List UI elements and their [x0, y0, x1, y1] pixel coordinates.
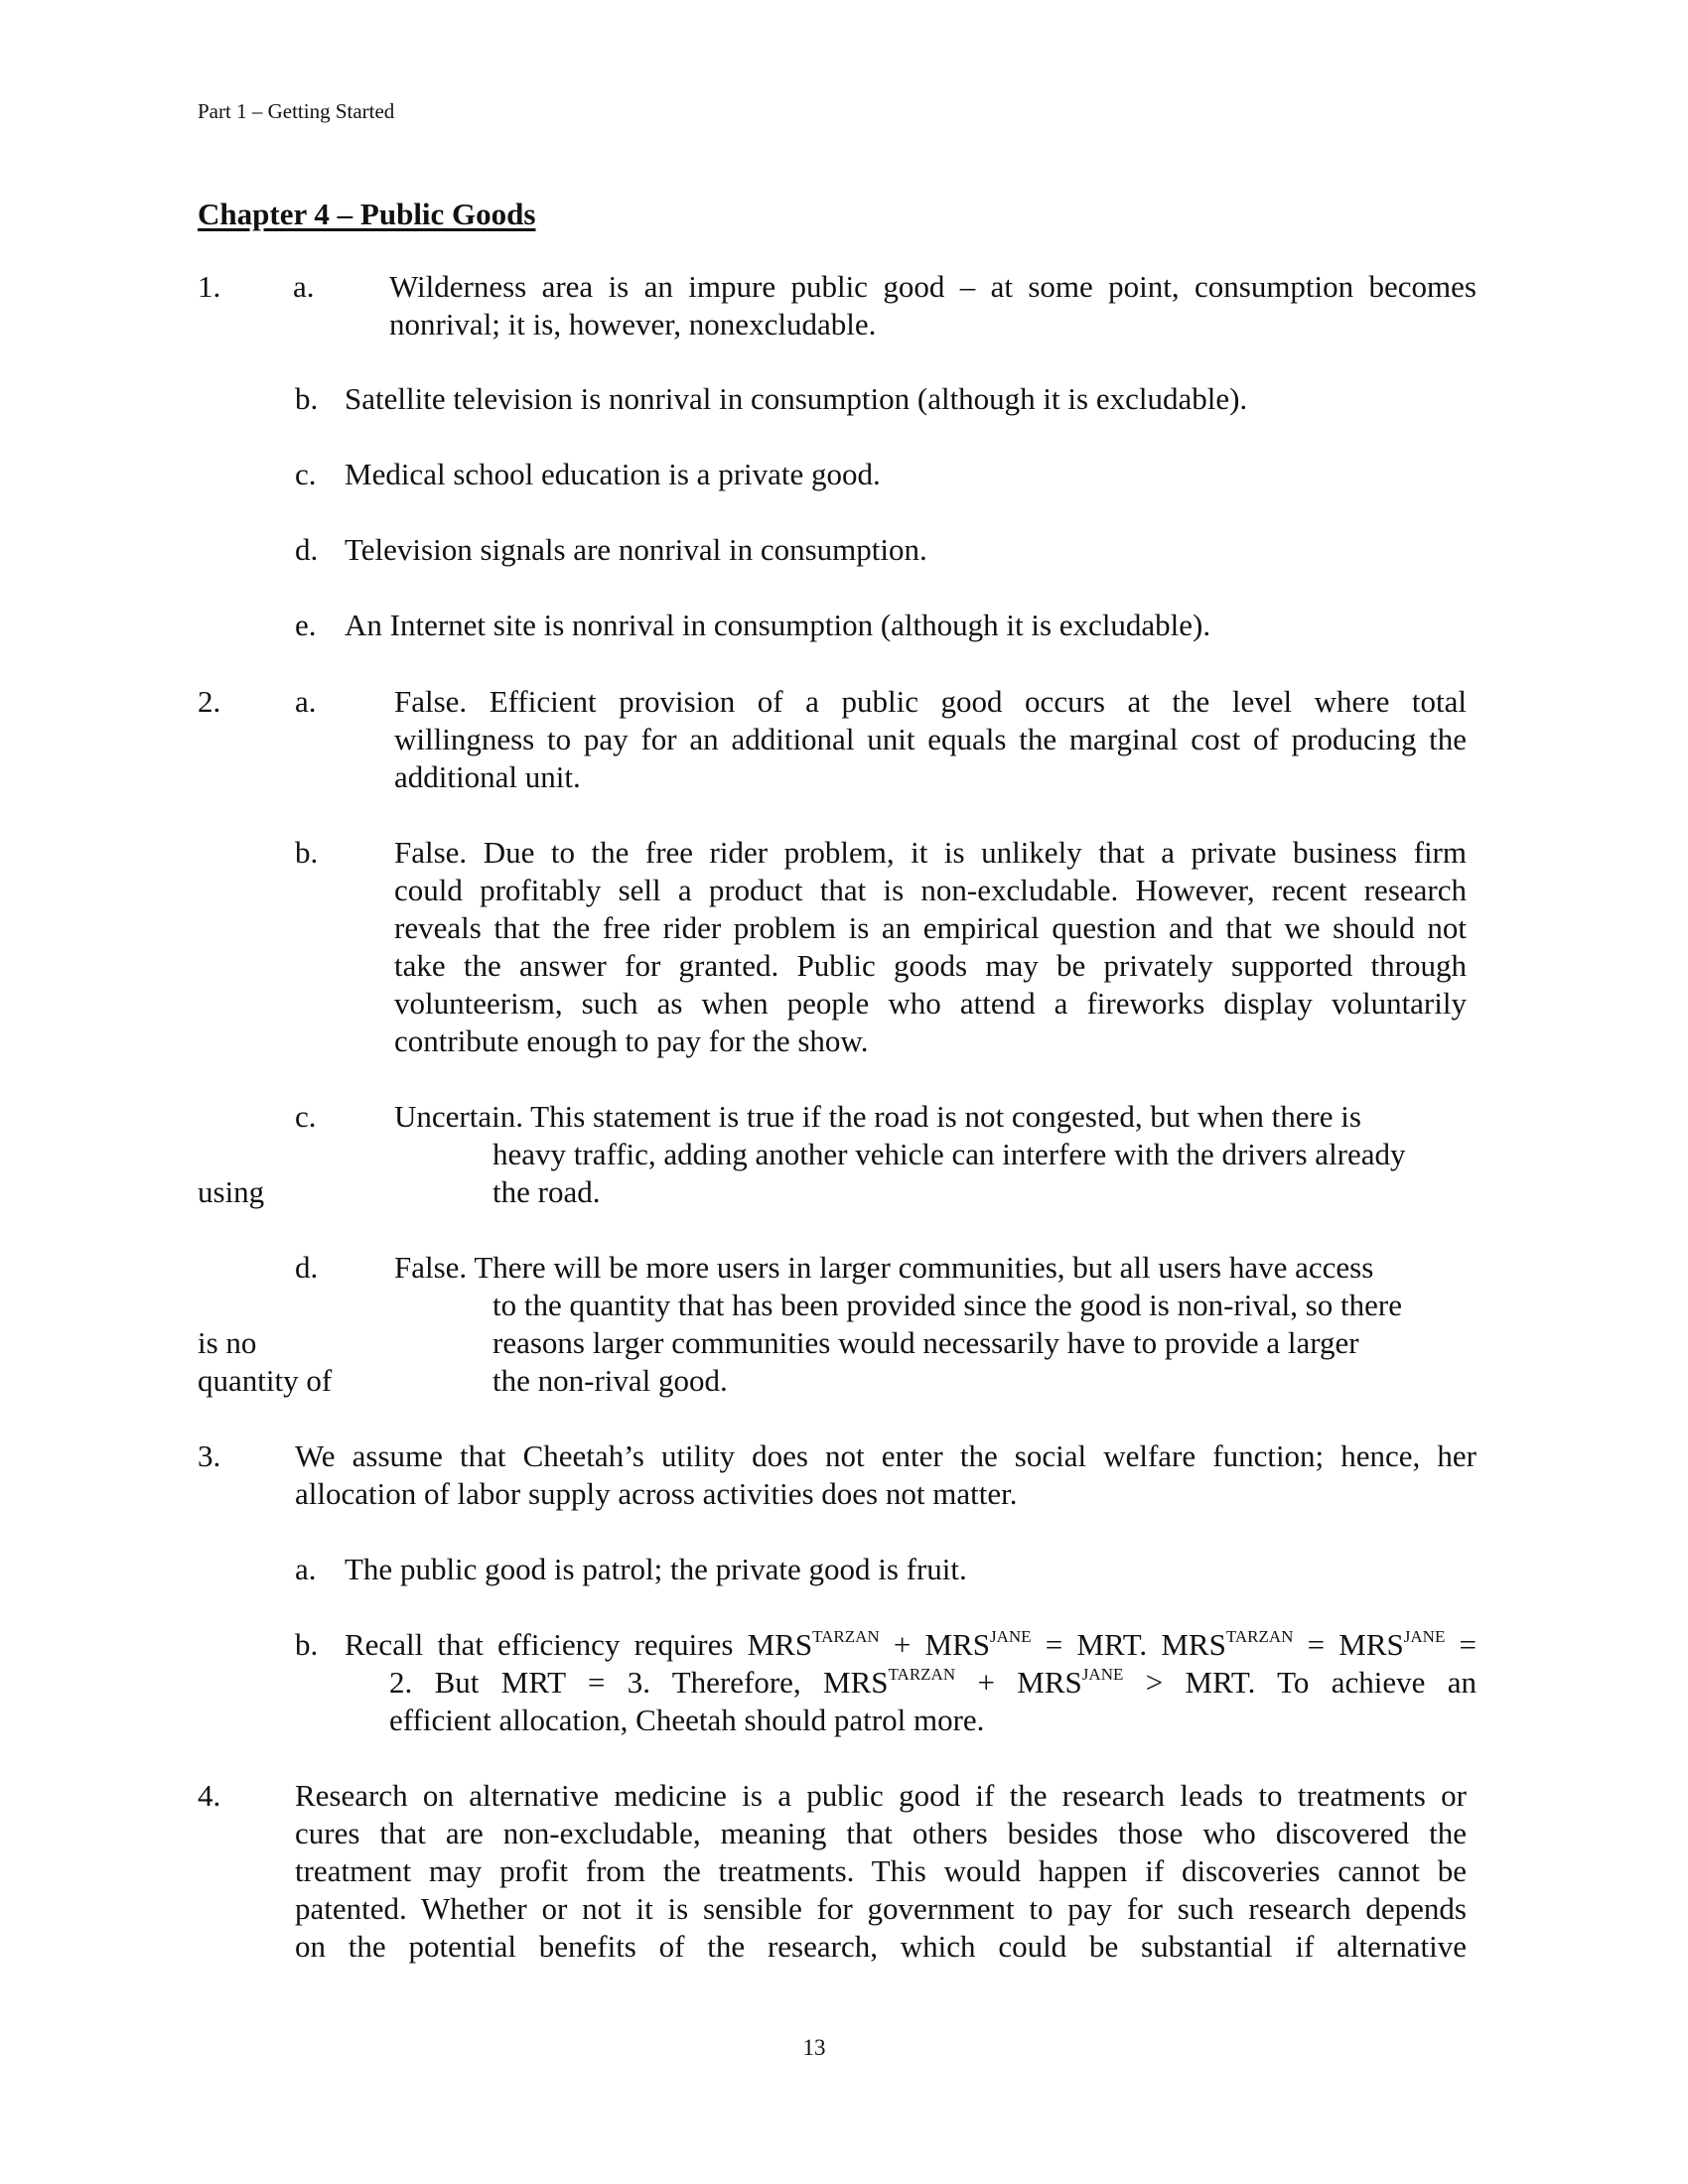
q2b-line: could profitably sell a product that is non-excludable. However, recent research	[394, 873, 1467, 907]
q4-answer	[295, 1777, 1467, 1966]
q3b-label: b.	[295, 1627, 319, 1662]
q2b-line: reveals that the free rider problem is an empirical question and that we should not	[394, 910, 1467, 945]
equation-text: 2. But MRT = 3. Therefore, MRS	[389, 1665, 889, 1700]
q2a-line: willingness to pay for an additional unit equals the marginal cost of producing the	[394, 722, 1467, 756]
running-head: Part 1 – Getting Started	[198, 99, 395, 123]
page-number: 13	[802, 2035, 826, 2060]
q1b-label: b.	[295, 381, 319, 416]
q2d-line: False. There will be more users in larger communities, but all users have access	[394, 1250, 1374, 1285]
q3a-label: a.	[295, 1552, 317, 1586]
q4-line: on the potential benefits of the research, which could be substantial if alternative	[295, 1929, 1467, 1964]
superscript: TARZAN	[1225, 1627, 1294, 1646]
q1d-answer: Television signals are nonrival in consumption.	[345, 532, 927, 567]
q2d-label: d.	[295, 1250, 319, 1285]
q2c-stray-word: using	[198, 1174, 265, 1209]
q2d-line: reasons larger communities would necessarily have to provide a larger	[492, 1325, 1359, 1360]
chapter-title: Chapter 4 – Public Goods	[198, 197, 536, 231]
superscript: JANE	[1403, 1627, 1446, 1646]
superscript: JANE	[990, 1627, 1032, 1646]
q2d-line: the non-rival good.	[492, 1363, 728, 1398]
q2b-label: b.	[295, 835, 319, 870]
q1e-label: e.	[295, 608, 317, 642]
q2c-line: the road.	[492, 1174, 601, 1209]
q3-number: 3.	[198, 1438, 221, 1473]
q2a-label: a.	[295, 684, 317, 719]
q1a-answer	[389, 268, 1477, 343]
q2d-line: to the quantity that has been provided since the good is non-rival, so there	[492, 1288, 1402, 1322]
q4-line: patented. Whether or not it is sensible for government to pay for such research depends	[295, 1891, 1467, 1926]
equation-text: > MRT. To achieve an	[1123, 1665, 1477, 1700]
q3b-line	[345, 1626, 1477, 1664]
q3-intro	[295, 1437, 1477, 1513]
superscript: TARZAN	[888, 1665, 956, 1684]
q3b-continuation	[389, 1664, 1477, 1739]
equation-text: = MRT. MRS	[1031, 1627, 1226, 1662]
q1c-label: c.	[295, 457, 317, 491]
q3b-line	[389, 1664, 1477, 1702]
q1-number: 1.	[198, 269, 221, 304]
equation-text: =	[1445, 1627, 1477, 1662]
equation-text: = MRS	[1293, 1627, 1404, 1662]
q2a-line: additional unit.	[394, 759, 581, 794]
superscript: JANE	[1081, 1665, 1124, 1684]
q3b-answer	[345, 1626, 1477, 1664]
superscript: TARZAN	[812, 1627, 880, 1646]
q2b-line: volunteerism, such as when people who attend a fireworks display voluntarily	[394, 986, 1467, 1021]
q2a-answer	[394, 683, 1467, 796]
q2a-line: False. Efficient provision of a public good occurs at the level where total	[394, 684, 1467, 719]
q2d-stray-word: quantity of	[198, 1363, 333, 1398]
equation-text: + MRS	[955, 1665, 1082, 1700]
q3-intro-line: allocation of labor supply across activities does not matter.	[295, 1476, 1018, 1511]
q2c-line: Uncertain. This statement is true if the road is not congested, but when there is	[394, 1099, 1361, 1134]
q2c-label: c.	[295, 1099, 317, 1134]
q1a-label: a.	[293, 269, 315, 304]
equation-text: + MRS	[879, 1627, 990, 1662]
q1a-line: Wilderness area is an impure public good – at some point, consumption becomes	[389, 269, 1477, 304]
q1c-answer: Medical school education is a private good.	[345, 457, 881, 491]
q2c-line: heavy traffic, adding another vehicle can interfere with the drivers already	[492, 1137, 1406, 1171]
q1a-line: nonrival; it is, however, nonexcludable.	[389, 307, 877, 341]
q2d-stray-word: is no	[198, 1325, 257, 1360]
q3a-answer: The public good is patrol; the private good is fruit.	[345, 1552, 967, 1586]
q2-number: 2.	[198, 684, 221, 719]
q2b-line: take the answer for granted. Public goods may be privately supported through	[394, 948, 1467, 983]
q1b-answer: Satellite television is nonrival in consumption (although it is excludable).	[345, 381, 1248, 416]
q4-line: treatment may profit from the treatments. This would happen if discoveries cannot be	[295, 1853, 1467, 1888]
equation-text: Recall that efficiency requires MRS	[345, 1627, 813, 1662]
q2b-answer	[394, 834, 1467, 1060]
q1d-label: d.	[295, 532, 319, 567]
q4-line: cures that are non-excludable, meaning that others besides those who discovered the	[295, 1816, 1467, 1850]
q4-line: Research on alternative medicine is a public good if the research leads to treatments or	[295, 1778, 1467, 1813]
q2b-line: contribute enough to pay for the show.	[394, 1024, 869, 1058]
q3b-line: efficient allocation, Cheetah should patrol more.	[389, 1703, 985, 1737]
q1e-answer: An Internet site is nonrival in consumption (although it is excludable).	[345, 608, 1211, 642]
q3-intro-line: We assume that Cheetah’s utility does not enter the social welfare function; hence, her	[295, 1438, 1477, 1473]
q4-number: 4.	[198, 1778, 221, 1813]
q2b-line: False. Due to the free rider problem, it is unlikely that a private business firm	[394, 835, 1467, 870]
